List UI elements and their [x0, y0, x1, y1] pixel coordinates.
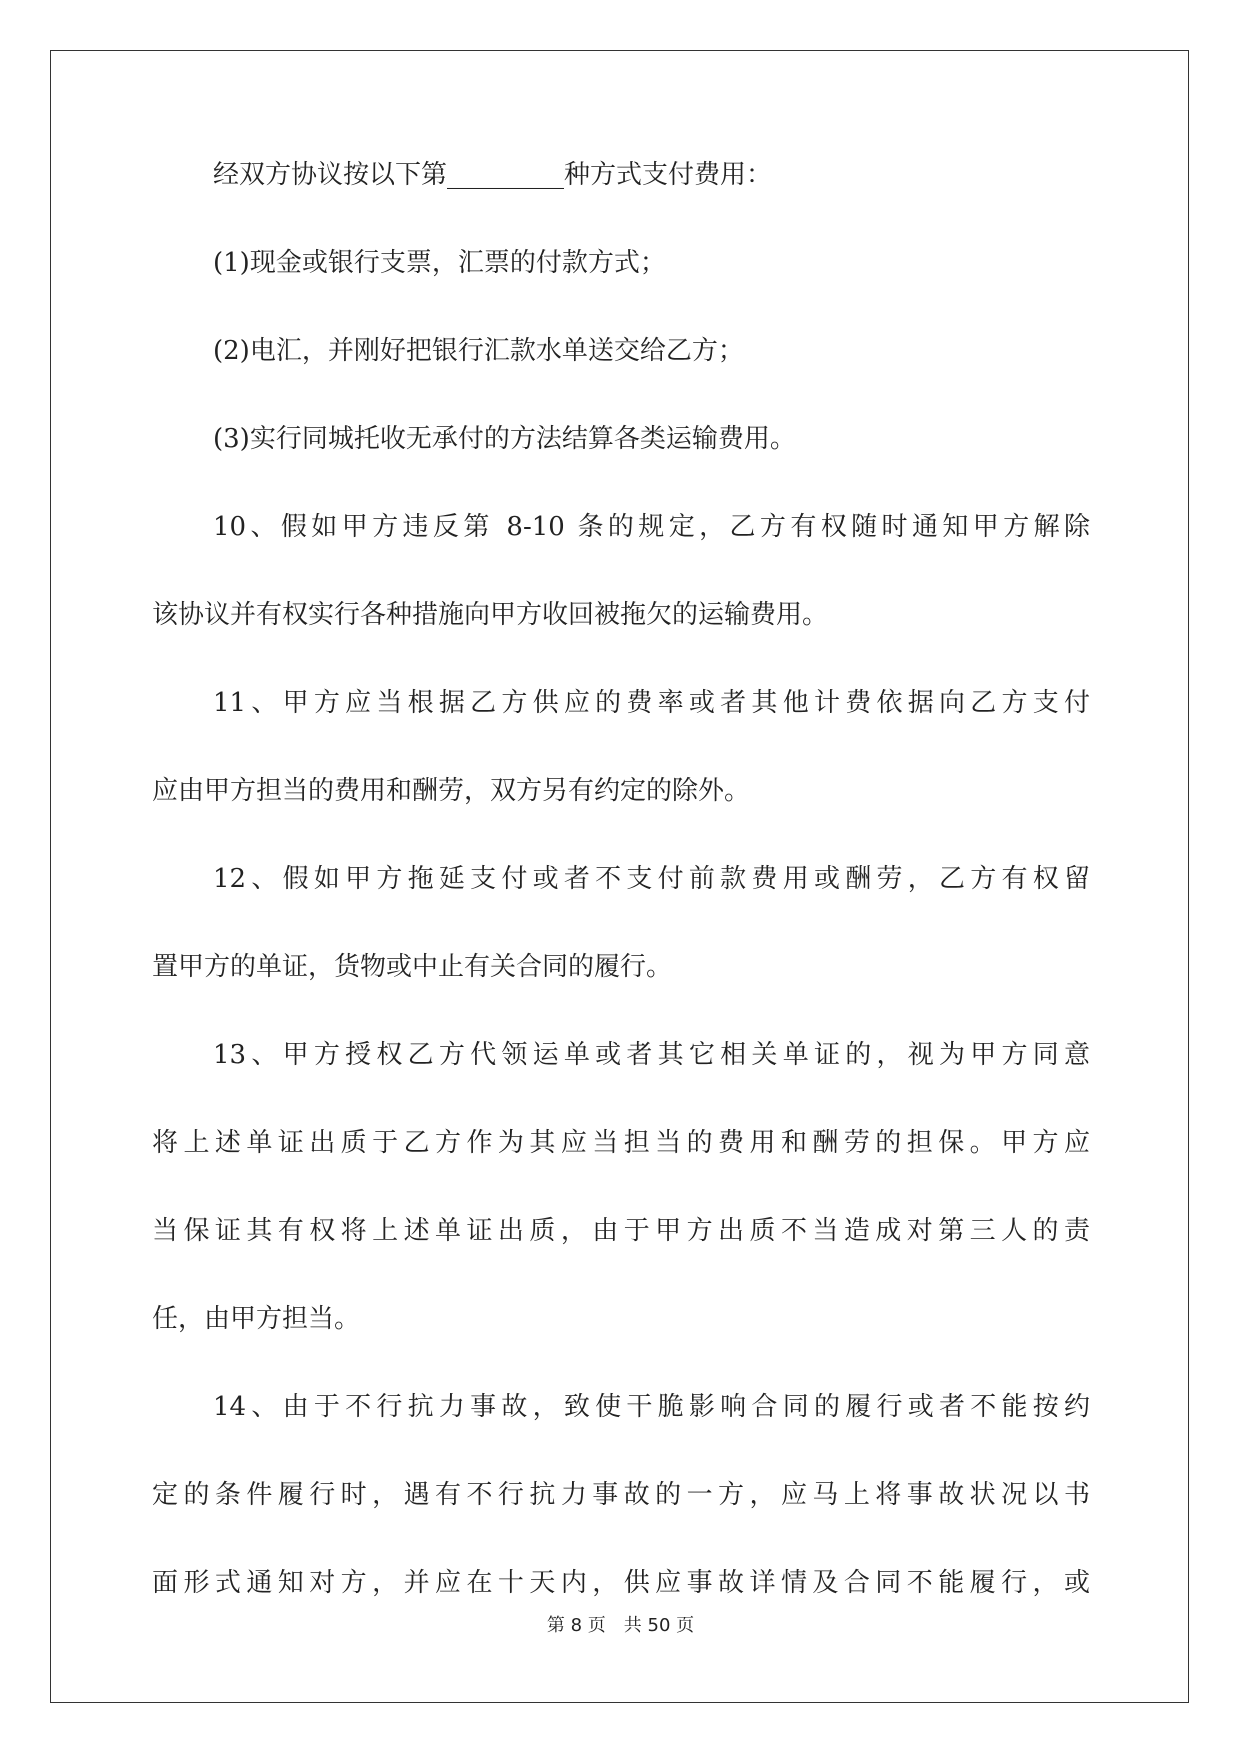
document-body [152, 160, 1090, 1598]
page-number: 第 8 页 共 50 页 [546, 1615, 695, 1636]
text-line: (1)现金或银行支票，汇票的付款方式； [213, 248, 666, 278]
text-line: 11、甲方应当根据乙方供应的费率或者其他计费依据向乙方支付 [213, 688, 1090, 718]
text-line: 13、甲方授权乙方代领运单或者其它相关单证的，视为甲方同意 [213, 1040, 1090, 1070]
text-line: 当保证其有权将上述单证出质，由于甲方出质不当造成对第三人的责 [152, 1216, 1090, 1246]
text-line: 将上述单证出质于乙方作为其应当担当的费用和酬劳的担保。甲方应 [152, 1128, 1090, 1158]
text-line: 定的条件履行时，遇有不行抗力事故的一方，应马上将事故状况以书 [152, 1480, 1090, 1510]
text-line: 该协议并有权实行各种措施向甲方收回被拖欠的运输费用。 [152, 600, 829, 630]
text-line: 应由甲方担当的费用和酬劳，双方另有约定的除外。 [152, 776, 751, 806]
text-line: 任，由甲方担当。 [152, 1304, 361, 1334]
text-line: 12、假如甲方拖延支付或者不支付前款费用或酬劳，乙方有权留 [213, 864, 1090, 894]
text-line: (3)实行同城托收无承付的方法结算各类运输费用。 [213, 424, 796, 454]
text-line: 10、假如甲方违反第 8-10 条的规定，乙方有权随时通知甲方解除 [213, 512, 1090, 542]
text-line: 置甲方的单证，货物或中止有关合同的履行。 [152, 952, 673, 982]
text-line: 面形式通知对方，并应在十天内，供应事故详情及合同不能履行，或 [152, 1568, 1090, 1598]
text-line: (2)电汇，并刚好把银行汇款水单送交给乙方； [213, 336, 744, 366]
text-line: 14、由于不行抗力事故，致使干脆影响合同的履行或者不能按约 [213, 1392, 1090, 1422]
text-line: 经双方协议按以下第_________种方式支付费用： [213, 160, 773, 190]
